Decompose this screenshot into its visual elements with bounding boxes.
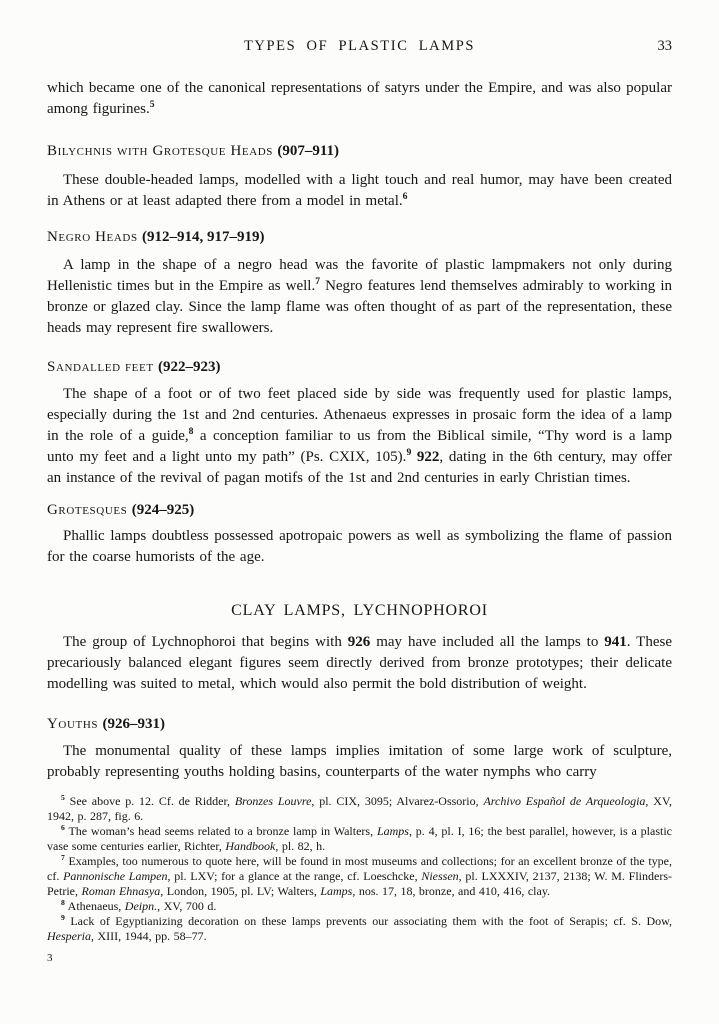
signature-mark: 3 — [47, 952, 53, 964]
paragraph-bilychnis: These double-headed lamps, modelled with a light touch and real humor, may have been created in Athens or at least adapted there from a model in metal.$^6$ — [47, 172, 672, 209]
running-head — [47, 38, 672, 56]
paragraph-youths: The monumental quality of these lamps implies imitation of some large work of sculpture, probably representing youths holding basins, counterparts of the water nymphs who carry — [47, 743, 672, 780]
section-heading-bilychnis: Bilychnis with Grotesque Heads (907–911) — [47, 143, 340, 159]
paragraph-grotesques: Phallic lamps doubtless possessed apotropaic powers as well as symbolizing the flame of passion for the coarse humorists of the age. — [47, 528, 672, 565]
page-number: 33 — [657, 38, 672, 54]
paragraph-lychnophoroi: The group of Lychnophoroi that begins with 926 may have included all the lamps to 941. These precariously balanced elegant figures seem directly derived from bronze prototypes; their delicate modelling was suited to metal, which would also permit the bold distribution of weight. — [47, 634, 672, 692]
footnote-6: $^6$ The woman’s head seems related to a bronze lamp in Walters, Lamps, p. 4, pl. I, 16; the best parallel, however, is a plastic vase some centuries earlier, Richter, Handbook, pl. 82, h. — [47, 823, 672, 853]
page-title: TYPES OF PLASTIC LAMPS — [243, 38, 476, 54]
footnote-5: $^5$ See above p. 12. Cf. de Ridder, Bronzes Louvre, pl. CIX, 3095; Alvarez-Ossorio, Archivo Español de Arqueologia, XV, 1942, p. 287, fig. 6. — [47, 793, 673, 823]
paragraph-negro-heads: A lamp in the shape of a negro head was the favorite of plastic lampmakers not only during Hellenistic times but in the Empire as well.$^7$ Negro features lend themselves admirably to working in bronze or glazed clay. Since the lamp flame was often thought of as part of the representation, these heads may represent fire swallowers. — [47, 257, 672, 336]
section-heading-negro-heads: Negro Heads (912–914, 917–919) — [47, 229, 265, 245]
chapter-heading-clay-lamps: CLAY LAMPS, LYCHNOPHOROI — [231, 602, 488, 619]
footnote-8: $^8$ Athenaeus, Deipn., XV, 700 d. — [61, 898, 217, 913]
paragraph-continuation: which became one of the canonical representations of satyrs under the Empire, and was also popular among figurines.$^5$ — [47, 80, 672, 117]
paragraph-sandalled-feet: The shape of a foot or of two feet placed side by side was frequently used for plastic lamps, especially during the 1st and 2nd centuries. Athenaeus expresses in prosaic form the idea of a lamp in the role of a guide,$^8$ a conception familiar to us from the Biblical simile, “Thy word is a lamp unto my feet and a light unto my path” (Ps. CXIX, 105).$^9$ 922, dating in the 6th century, may offer an instance of the revival of pagan motifs of the 1st and 2nd centuries in early Christian times. — [47, 386, 672, 486]
section-heading-grotesques: Grotesques (924–925) — [47, 502, 195, 518]
footnote-9: $^9$ Lack of Egyptianizing decoration on these lamps prevents our associating them with the foot of Serapis; cf. S. Dow, Hesperia, XIII, 1944, pp. 58–77. — [47, 913, 672, 943]
section-heading-sandalled-feet: Sandalled feet (922–923) — [47, 359, 221, 375]
footnote-7: $^7$ Examples, too numerous to quote here, will be found in most museums and collections; for an excellent bronze of the type, cf. Pannonische Lampen, pl. LXV; for a glance at the range, cf. Loeschcke, Niessen, pl. LXXXIV, 2137, 2138; W. M. Flinders-Petrie, Roman Ehnasya, London, 1905, pl. LV; Walters, Lamps, nos. 17, 18, bronze, and 410, 416, clay. — [47, 853, 672, 898]
section-heading-youths: Youths (926–931) — [47, 716, 165, 732]
footnotes-block — [47, 794, 672, 944]
